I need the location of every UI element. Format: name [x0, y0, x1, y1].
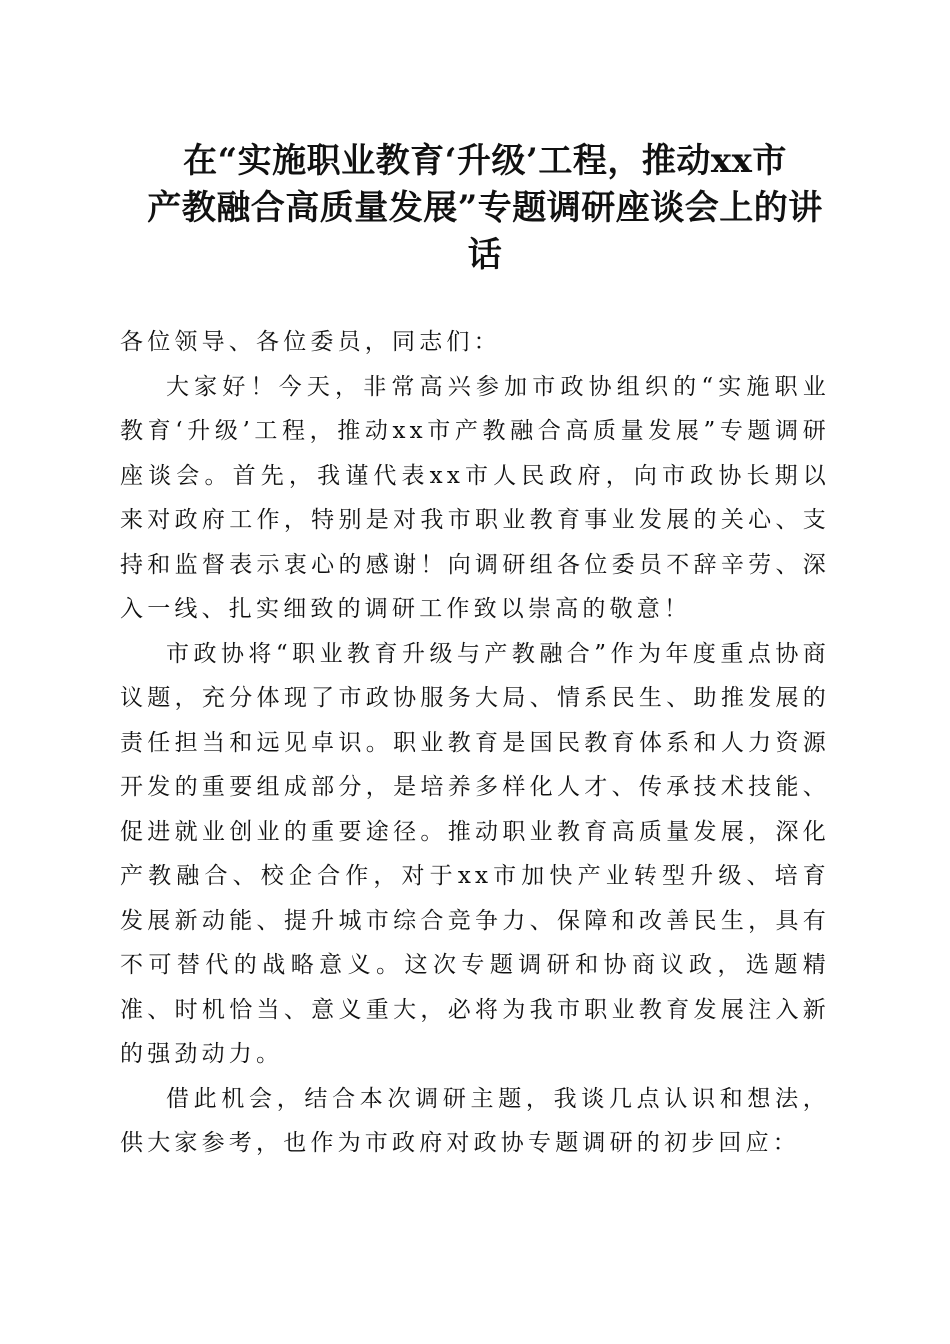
- paragraph-1: 大家好！今天，非常高兴参加市政协组织的“实施职业教育‘升级’工程，推动xx市产教融合高质量发展”专题调研座谈会。首先，我谨代表xx市人民政府，向市政协长期以来对政府工作，特别是对我市职业教育事业发展的关心、支持和监督表示衷心的感谢！向调研组各位委员不辞辛劳、深入一线、扎实细致的调研工作致以崇高的敬意！: [120, 373, 830, 622]
- paragraph-2: 市政协将“职业教育升级与产教融合”作为年度重点协商议题，充分体现了市政协服务大局、情系民生、助推发展的责任担当和远见卓识。职业教育是国民教育体系和人力资源开发的重要组成部分，是培养多样化人才、传承技术技能、促进就业创业的重要途径。推动职业教育高质量发展，深化产教融合、校企合作，对于xx市加快产业转型升级、培育发展新动能、提升城市综合竞争力、保障和改善民生，具有不可替代的战略意义。这次专题调研和协商议政，选题精准、时机恰当、意义重大，必将为我市职业教育发展注入新的强劲动力。: [120, 640, 830, 1067]
- paragraph-3: 借此机会，结合本次调研主题，我谈几点认识和想法，供大家参考，也作为市政府对政协专题调研的初步回应：: [120, 1085, 830, 1156]
- document-body: [120, 320, 830, 1166]
- greeting: 各位领导、各位委员，同志们：: [120, 329, 501, 355]
- document-title: [100, 138, 870, 279]
- title-line-3: 话: [467, 235, 503, 275]
- title-line-2: 产教融合高质量发展”专题调研座谈会上的讲: [147, 188, 823, 228]
- title-line-1: 在“实施职业教育‘升级’工程，推动xx市: [183, 141, 787, 181]
